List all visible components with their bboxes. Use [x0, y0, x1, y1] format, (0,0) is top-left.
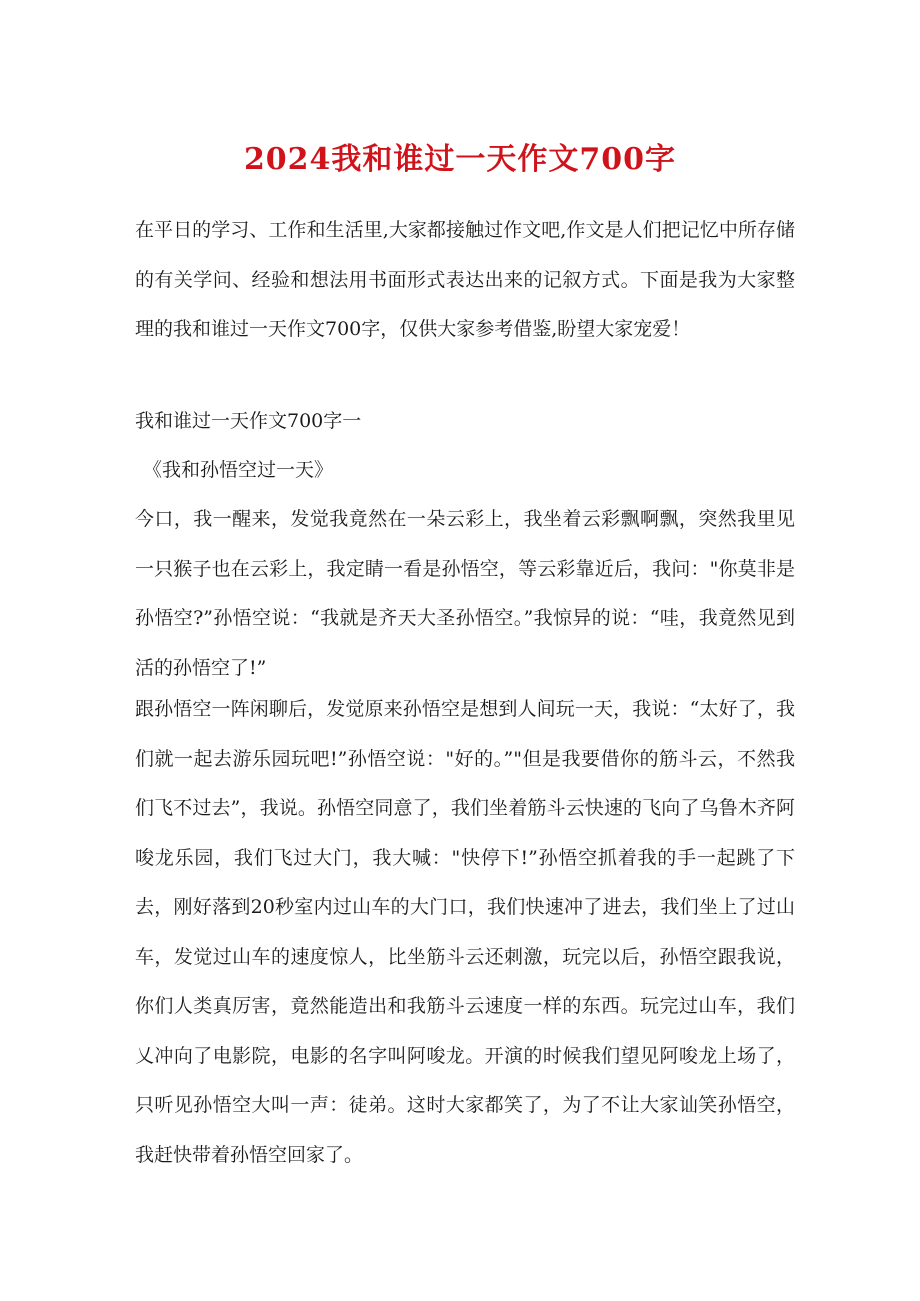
body-paragraph-1: 今口，我一醒来，发觉我竟然在一朵云彩上，我坐着云彩飘啊飘，突然我里见一只猴子也在云彩上，我定睛一看是孙悟空，等云彩靠近后，我问："你莫非是孙悟空?”孙悟空说：“我就是齐天大圣孙悟空。”我惊异的说：“哇，我竟然见到活的孙悟空了!”	[135, 508, 795, 679]
section-heading: 我和谁过一天作文700字一	[135, 410, 362, 432]
document-title: 2024我和谁过一天作文700字	[243, 142, 677, 177]
intro-paragraph: 在平日的学习、工作和生活里,大家都接触过作文吧,作文是人们把记忆中所存储的有关学问、经验和想法用书面形式表达出来的记叙方式。下面是我为大家整理的我和谁过一天作文700字，仅供大家参考借鉴,盼望大家宠爱！	[135, 219, 795, 340]
essay-title: 《我和孙悟空过一天》	[143, 459, 334, 481]
body-paragraph-2: 跟孙悟空一阵闲聊后，发觉原来孙悟空是想到人间玩一天，我说：“太好了，我们就一起去游乐园玩吧!”孙悟空说："好的。”"但是我要借你的筋斗云，不然我们飞不过去”，我说。孙悟空同意了，我们坐着筋斗云快速的飞向了乌鲁木齐阿唆龙乐园，我们飞过大门，我大喊："快停下!”孙悟空抓着我的手一起跳了下去，刚好落到20秒室内过山车的大门口，我们快速冲了进去，我们坐上了过山车，发觉过山车的速度惊人，比坐筋斗云还刺激，玩完以后，孙悟空跟我说，你们人类真厉害，竟然能造出和我筋斗云速度一样的东西。玩完过山车，我们乂冲向了电影院，电影的名字叫阿唆龙。开演的时候我们望见阿唆龙上场了，只听见孙悟空大叫一声：徒弟。这时大家都笑了，为了不让大家讪笑孙悟空，我赶快带着孙悟空回家了。	[135, 698, 795, 1166]
